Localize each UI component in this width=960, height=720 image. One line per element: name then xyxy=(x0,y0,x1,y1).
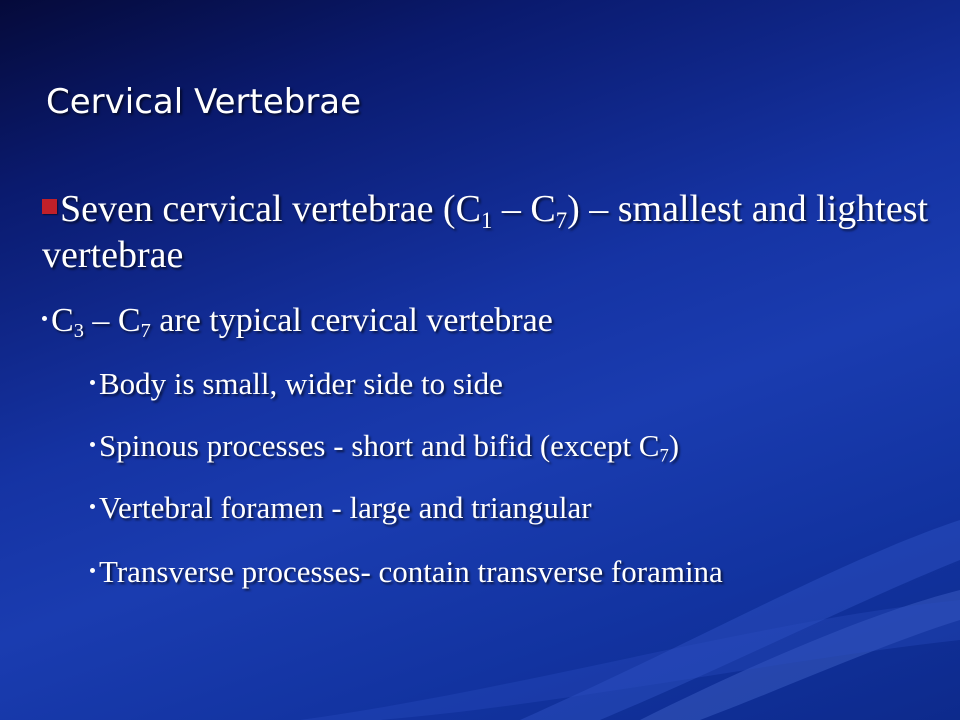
sub-bullet-text-a: C xyxy=(51,302,74,339)
detail-transverse xyxy=(90,554,810,590)
detail-foramen-text: Vertebral foramen - large and triangular xyxy=(99,490,592,525)
bullet-dot-icon xyxy=(90,442,95,447)
sub-bullet-text-b: – C xyxy=(83,302,141,339)
slide-title: Cervical Vertebrae xyxy=(46,82,362,122)
detail-body xyxy=(90,366,930,402)
bullet-dot-icon xyxy=(90,380,95,385)
main-bullet-text-c: ) – smallest and lightest vertebrae xyxy=(42,188,929,276)
detail-foramen xyxy=(90,490,930,526)
detail-spinous xyxy=(90,428,930,467)
bullet-dot-icon xyxy=(90,504,95,509)
detail-spinous-sub: 7 xyxy=(659,445,669,467)
detail-spinous-text-a: Spinous processes - short and bifid (except C xyxy=(99,428,660,463)
bullet-dot-icon xyxy=(90,568,95,573)
detail-body-text: Body is small, wider side to side xyxy=(99,366,503,401)
main-bullet-text-b: – C xyxy=(492,188,556,230)
detail-transverse-text: Transverse processes- contain transverse foramina xyxy=(99,554,723,589)
main-bullet-text-a: Seven cervical vertebrae (C xyxy=(60,188,481,230)
sub-bullet xyxy=(42,300,932,342)
main-bullet xyxy=(42,186,932,278)
bullet-square-icon xyxy=(42,199,57,214)
sub-bullet-sub-a: 3 xyxy=(73,320,84,343)
detail-spinous-text-b: ) xyxy=(668,428,680,463)
bullet-dot-icon xyxy=(42,316,47,321)
sub-bullet-sub-b: 7 xyxy=(140,320,151,343)
main-bullet-sub-b: 7 xyxy=(555,207,568,233)
main-bullet-sub-a: 1 xyxy=(480,207,493,233)
sub-bullet-text-c: are typical cervical vertebrae xyxy=(150,302,553,339)
